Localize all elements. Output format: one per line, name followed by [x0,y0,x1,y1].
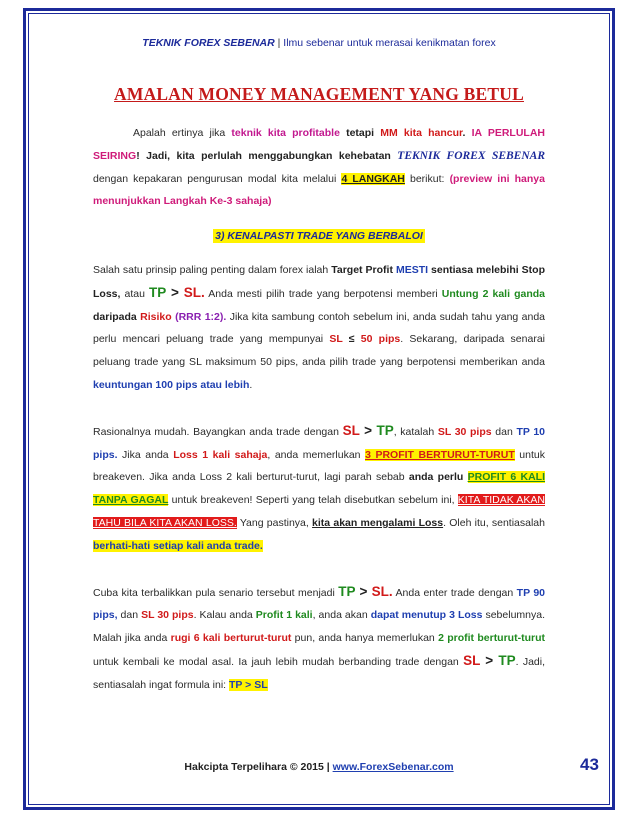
p3-text: . Kalau anda [193,609,256,622]
document-body [93,122,545,697]
p1-emphasis: MESTI [395,263,429,276]
p3-text: pun, anda hanya memerlukan [291,632,439,645]
p3-sl: SL [463,652,481,668]
p2-text: Rasionalnya mudah. Bayangkan anda trade dengan [93,425,343,438]
p2-highlight: 3 PROFIT BERTURUT-TURUT [365,448,515,461]
p1-text: Salah satu prinsip paling penting dalam forex ialah [93,263,332,276]
p1-text: atau [120,287,150,300]
p3-emphasis: 2 profit berturut-turut [438,632,545,645]
p3-emphasis: SL 30 pips [141,609,194,622]
p1-text: Anda mesti pilih trade yang berpotensi memberi [204,287,442,300]
p2-text: , katalah [393,425,438,438]
p1-rrr: (RRR 1:2). [171,310,227,323]
p2-text: untuk breakeven! Seperti yang telah disebutkan sebelum ini, [168,494,458,507]
intro-text: dengan kepakaran pengurusan modal kita melalui [93,172,342,185]
paragraph-gap [93,397,545,420]
p2-text: . Oleh itu, sentiasalah [443,516,545,529]
p1-emphasis: Target Profit [331,263,393,276]
section-heading [93,225,545,248]
p2-text: Jika anda [117,448,174,461]
p2-highlight: PROFIT 6 KALI TANPA GAGAL [93,471,546,507]
p2-warning: KITA TIDAK AKAN TAHU BILA KITA AKAN LOSS. [93,494,545,529]
p3-sl: SL. [371,583,393,599]
p3-text: Cuba kita terbalikkan pula senario tersebut menjadi [93,586,339,599]
p2-text: , anda memerlukan [267,448,366,461]
header-tagline: Ilmu sebenar untuk merasai kenikmatan forex [283,37,496,49]
p2-text: untuk breakeven. Jika anda Loss 2 kali berturut-turut, lagi parah sebab [93,448,545,484]
p2-highlight: berhati-hati setiap kali anda trade. [93,539,263,552]
p2-emphasis: SL 30 pips [437,425,492,438]
p2-emphasis: Loss 1 kali sahaja [173,448,268,461]
intro-text: ! Jadi, kita perlulah menggabungkan kehebatan [136,149,398,162]
p3-emphasis: dapat menutup 3 Loss [370,609,483,622]
p3-text: dan [117,609,142,622]
paragraph-3 [93,581,545,697]
p1-gt: > [166,284,184,300]
page-title-text: AMALAN MONEY MANAGEMENT YANG BETUL [114,84,524,104]
section-heading-text: 3) KENALPASTI TRADE YANG BERBALOI [215,230,423,243]
p3-text: . Jadi, sentiasalah ingat formula ini: [93,655,546,691]
p3-formula: TP > SL [229,678,268,691]
p2-tp: TP [376,422,394,438]
intro-text: Apalah ertinya jika [133,127,232,139]
p1-leq: ≤ [342,333,361,346]
p1-tp: TP [149,284,167,300]
header-brand: TEKNIK FOREX SEBENAR [142,37,275,49]
p2-text: dan [491,425,517,438]
paragraph-2 [93,420,545,558]
p3-tp: TP [338,583,356,599]
p3-emphasis: rugi 6 kali berturut-turut [170,632,292,645]
intro-highlight: 4 LANGKAH [341,172,405,185]
p3-gt: > [480,652,499,668]
p1-text: . [249,378,253,391]
p3-emphasis: Profit 1 kali [255,609,313,622]
p2-emphasis: kita akan mengalami Loss [312,516,444,529]
p3-text: Anda enter trade dengan [392,586,517,599]
p2-emphasis: anda perlu [408,471,468,484]
p1-emphasis: sentiasa melebihi Stop Loss, [93,263,545,300]
page-title [0,84,638,105]
p1-text: daripada [93,310,141,323]
page-number: 43 [580,755,599,774]
intro-emphasis: MM kita hancur [380,127,463,139]
p3-tp: TP [498,652,516,668]
p3-emphasis: TP 90 pips, [93,586,546,622]
footer-website-link[interactable]: www.ForexSebenar.com [332,761,454,773]
p1-text: . Sekarang, daripada senarai peluang trade yang SL maksimum 50 pips, anda pilih trade yang berpotensi memberikan anda [93,333,545,369]
p3-text: , anda akan [312,609,371,622]
intro-paragraph [93,122,545,213]
p1-emphasis: Untung 2 kali ganda [441,287,546,300]
paragraph-gap [93,558,545,581]
p3-text: untuk kembali ke modal asal. Ia jauh lebih mudah berbanding trade dengan [93,655,464,668]
header-separator: | [274,37,284,49]
p1-emphasis: 50 pips [360,333,401,346]
p1-emphasis: Risiko [140,310,172,323]
intro-text: tetapi [339,127,381,139]
intro-brand: TEKNIK FOREX SEBENAR [397,149,545,162]
p2-text: Yang pastinya, [236,516,313,529]
page-header [0,37,638,49]
p1-sl: SL [329,333,343,346]
p1-text: Jika kita sambung contoh sebelum ini, anda sudah tahu yang anda perlu mencari peluang trade yang mempunyai [93,310,546,346]
p2-sl: SL [342,422,360,438]
p3-text: sebelumnya. Malah jika anda [93,609,546,645]
p3-gt: > [355,583,372,599]
footer-copyright: Hakcipta Terpelihara © 2015 | [184,761,333,773]
paragraph-1 [93,259,545,397]
intro-emphasis: teknik kita profitable [231,127,340,139]
page-footer [0,761,638,773]
intro-text: . [462,127,472,139]
p2-gt: > [359,422,377,438]
p1-sl: SL. [183,284,205,300]
p1-emphasis: keuntungan 100 pips atau lebih [93,378,250,391]
intro-emphasis: IA PERLULAH SEIRING [93,127,546,162]
intro-preview-note: (preview ini hanya menunjukkan Langkah Ke-3 sahaja) [93,172,545,208]
p2-emphasis: TP 10 pips. [93,425,545,461]
intro-text: berikut: [404,172,450,185]
